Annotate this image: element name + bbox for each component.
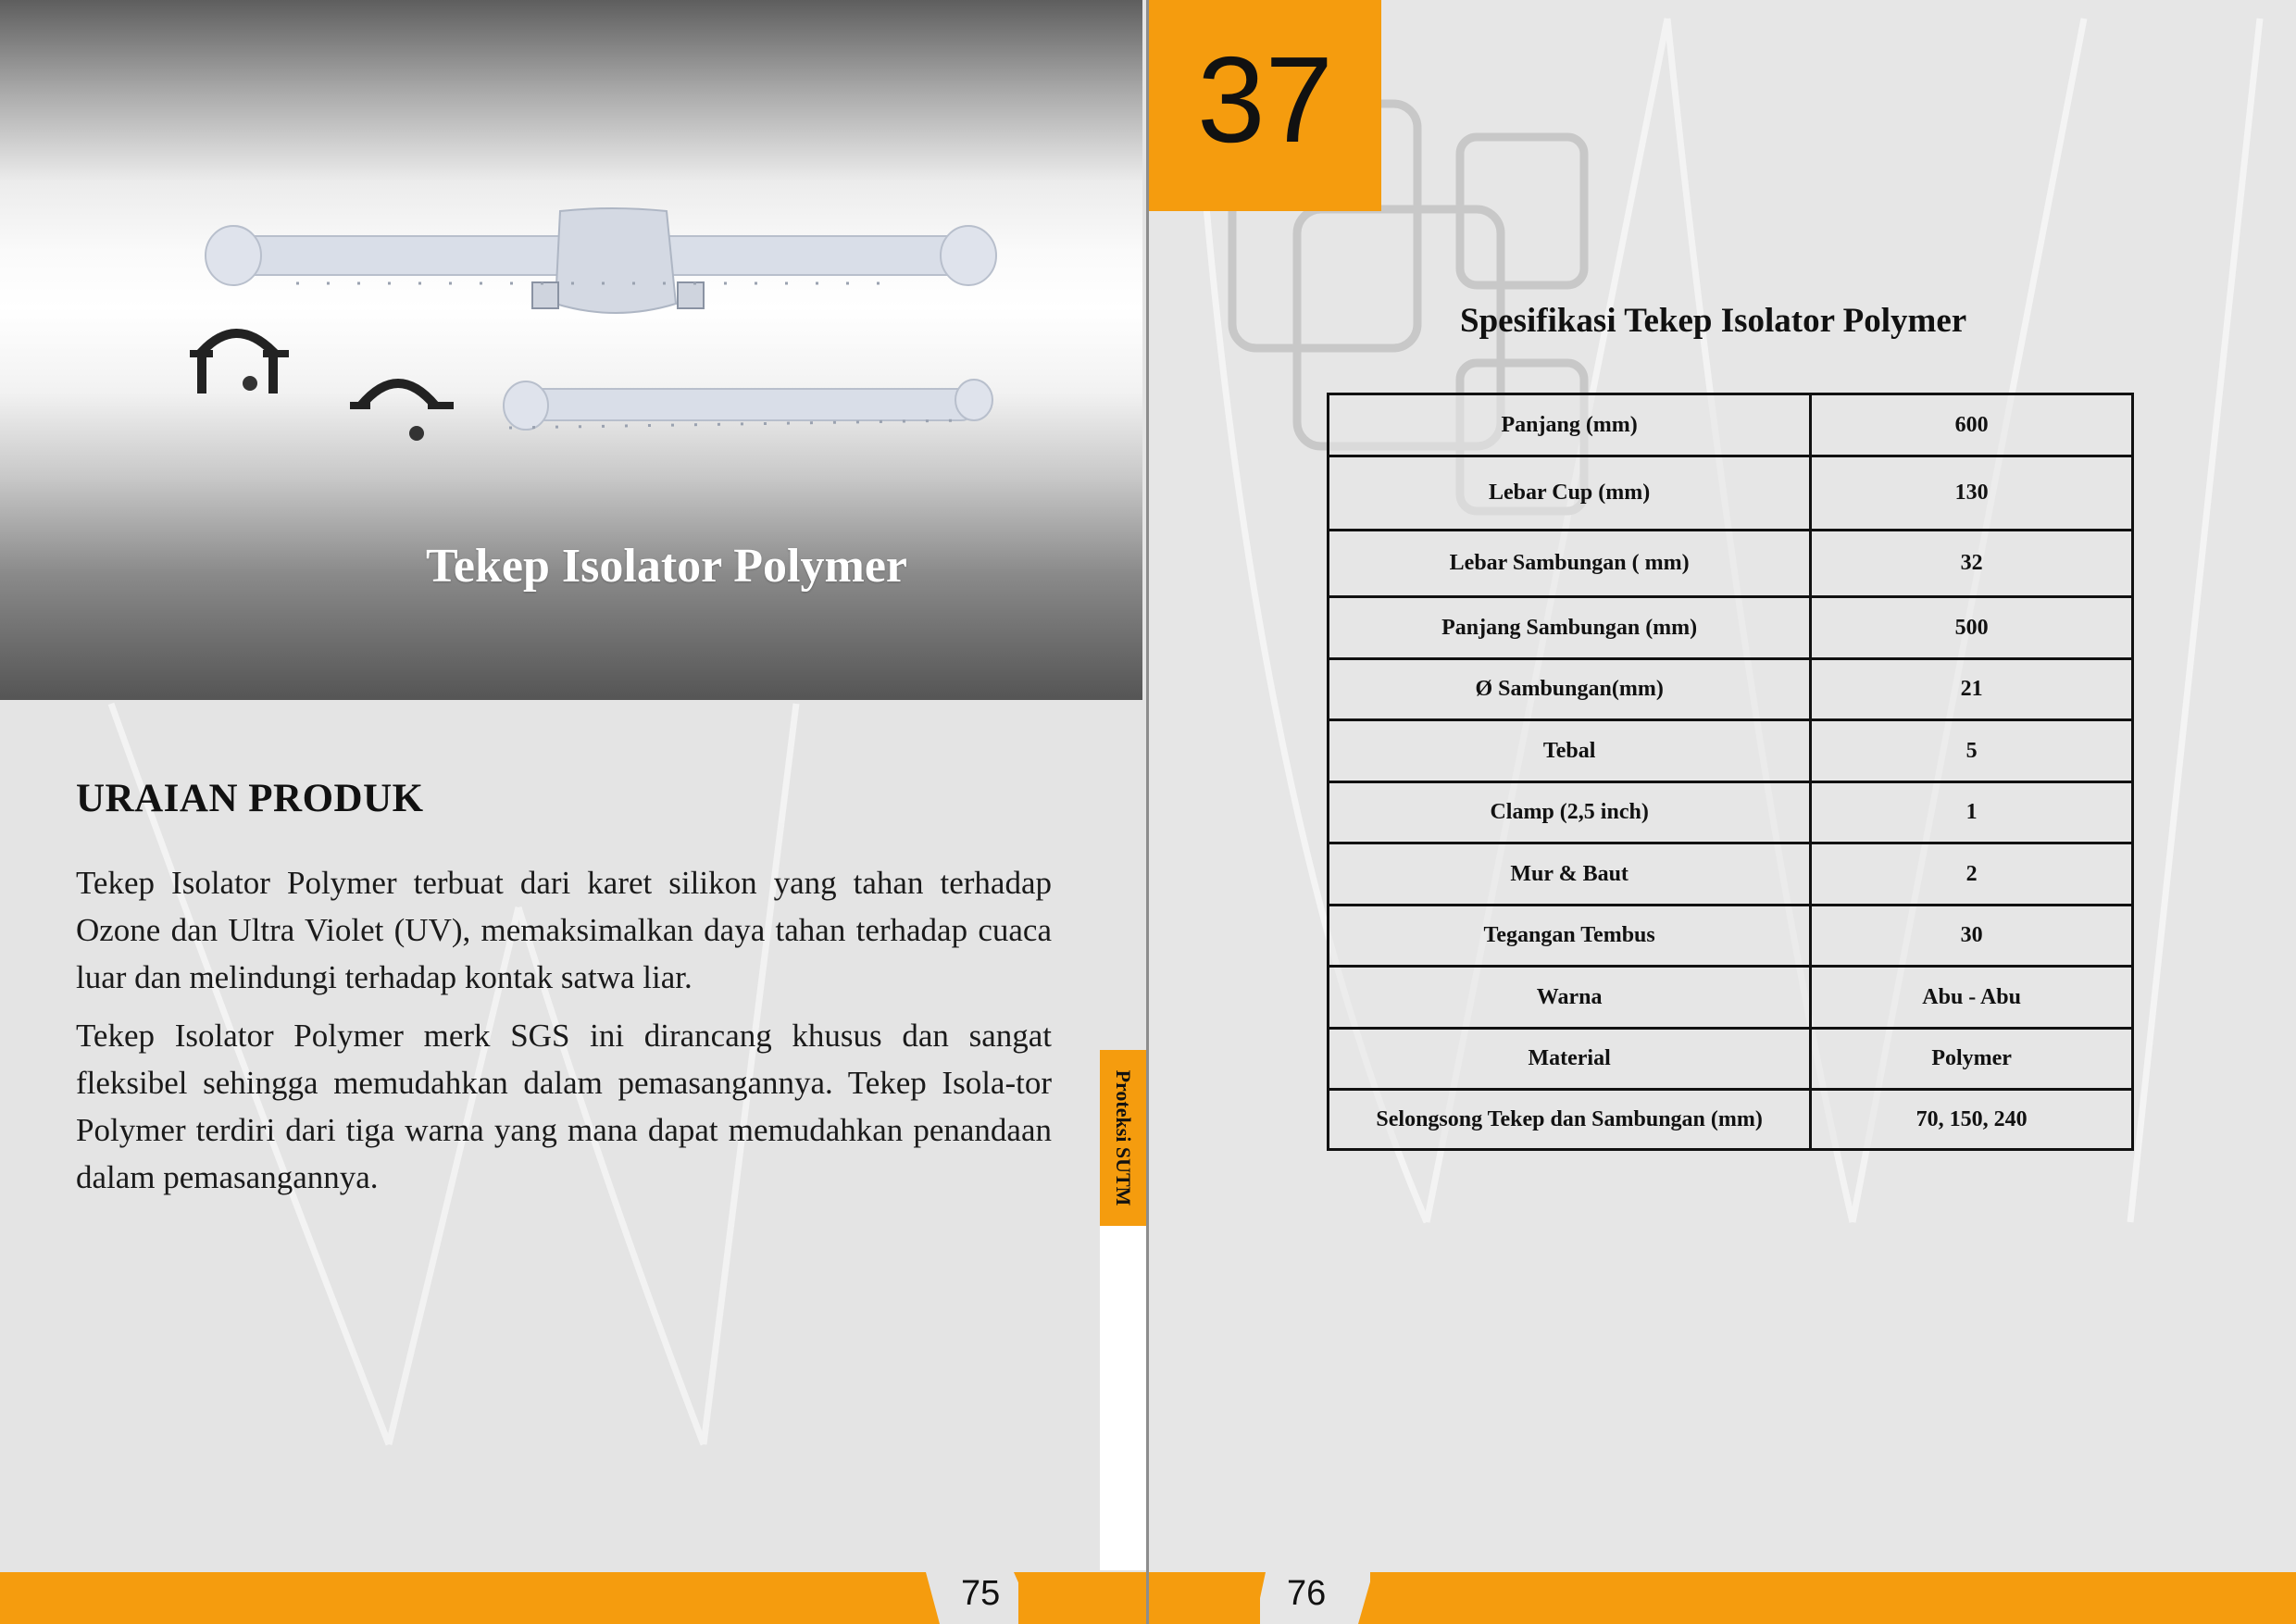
chapter-badge (1149, 0, 1381, 211)
page-number-left: 75 (961, 1574, 1001, 1613)
spec-row (1329, 394, 2133, 456)
spec-label: Lebar Cup (mm) (1329, 456, 1811, 531)
spec-row (1329, 456, 2133, 531)
spec-row (1329, 1090, 2133, 1150)
spec-row (1329, 782, 2133, 843)
footer-bar-right-start (1149, 1572, 1260, 1624)
side-tab-label: Proteksi SUTM (1112, 1069, 1135, 1206)
spec-value: 600 (1811, 394, 2133, 456)
spec-label: Tebal (1329, 720, 1811, 782)
spec-row (1329, 1029, 2133, 1090)
side-tab (1100, 1050, 1146, 1226)
spec-value: 2 (1811, 843, 2133, 906)
spec-table (1327, 393, 2134, 1151)
spec-value: 30 (1811, 906, 2133, 967)
spec-label: Panjang Sambungan (mm) (1329, 597, 1811, 659)
spec-row (1329, 906, 2133, 967)
spec-value: Abu - Abu (1811, 967, 2133, 1029)
spec-row (1329, 597, 2133, 659)
product-image (185, 194, 1000, 454)
spec-value: 5 (1811, 720, 2133, 782)
right-page (1149, 0, 2296, 1624)
spec-value: 500 (1811, 597, 2133, 659)
footer-bar-right (1370, 1572, 2296, 1624)
hero-title: Tekep Isolator Polymer (426, 540, 907, 593)
spec-row (1329, 531, 2133, 597)
spec-label: Material (1329, 1029, 1811, 1090)
spec-label: Warna (1329, 967, 1811, 1029)
section-heading: URAIAN PRODUK (76, 777, 424, 820)
spec-label: Ø Sambungan(mm) (1329, 659, 1811, 720)
spec-label: Lebar Sambungan ( mm) (1329, 531, 1811, 597)
left-page (0, 0, 1146, 1624)
side-strip (1100, 1226, 1146, 1570)
description-paragraph: Tekep Isolator Polymer merk SGS ini dirancang khusus dan sangat fleksibel sehingga memudahkan dalam pemasangannya. Tekep Isola-tor Polymer terdiri dari tiga warna yang mana dapat memudahkan penandaan dalam pemasangannya. (76, 1018, 1052, 1195)
hero-banner (0, 0, 1142, 700)
footer-bar-left (0, 1572, 926, 1624)
spec-value: 1 (1811, 782, 2133, 843)
product-description (76, 859, 1052, 1212)
spec-row (1329, 967, 2133, 1029)
footer-bar-left-end (1018, 1572, 1146, 1624)
spec-label: Selongsong Tekep dan Sambungan (mm) (1329, 1090, 1811, 1150)
spec-label: Tegangan Tembus (1329, 906, 1811, 967)
spec-value: 70, 150, 240 (1811, 1090, 2133, 1150)
spec-value: 130 (1811, 456, 2133, 531)
spec-row (1329, 843, 2133, 906)
page-number-right: 76 (1287, 1574, 1327, 1613)
spec-label: Clamp (2,5 inch) (1329, 782, 1811, 843)
spec-value: 21 (1811, 659, 2133, 720)
spec-title: Spesifikasi Tekep Isolator Polymer (1460, 302, 1967, 340)
spec-label: Panjang (mm) (1329, 394, 1811, 456)
spec-label: Mur & Baut (1329, 843, 1811, 906)
spec-value: 32 (1811, 531, 2133, 597)
description-paragraph: Tekep Isolator Polymer terbuat dari karet silikon yang tahan terhadap Ozone dan Ultra Violet (UV), memaksimalkan daya tahan terhadap cuaca luar dan melindungi terhadap kontak satwa liar. (76, 865, 1052, 995)
spec-row (1329, 659, 2133, 720)
chapter-number: 37 (1197, 31, 1333, 168)
spec-row (1329, 720, 2133, 782)
spec-value: Polymer (1811, 1029, 2133, 1090)
